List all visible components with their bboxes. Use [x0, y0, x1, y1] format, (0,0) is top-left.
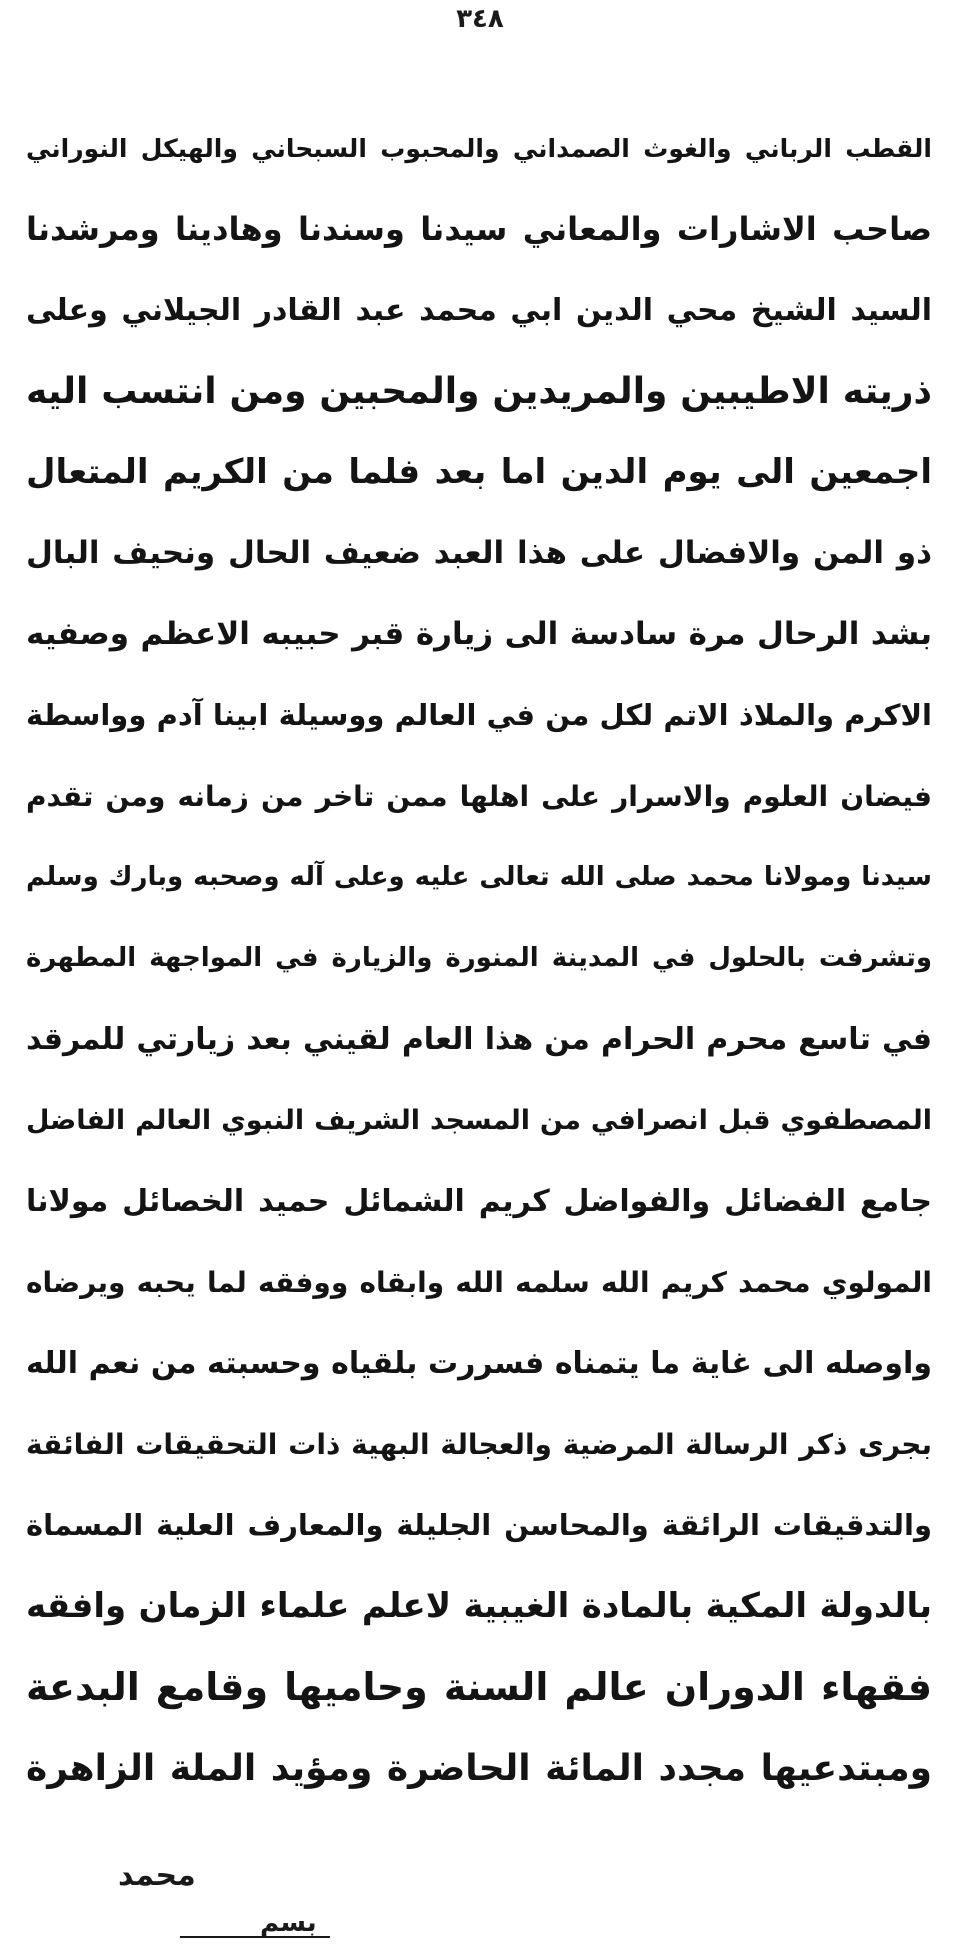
text-line: فيضان العلوم والاسرار على اهلها ممن تاخر من زمانه ومن تقدم	[26, 780, 932, 813]
text-line: الاكرم والملاذ الاتم لكل من في العالم ووسيلة ابينا آدم وواسطة	[26, 698, 932, 732]
text-line: فقهاء الدوران عالم السنة وحاميها وقامع البدعة	[26, 1665, 932, 1709]
text-line: المولوي محمد كريم الله سلمه الله وابقاه ووفقه لما يحبه ويرضاه	[26, 1266, 932, 1299]
text-line: السيد الشيخ محي الدين ابي محمد عبد القادر الجيلاني وعلى	[26, 293, 932, 328]
text-line: صاحب الاشارات والمعاني سيدنا وسندنا وهادينا ومرشدنا	[26, 210, 932, 248]
text-line: سيدنا ومولانا محمد صلى الله تعالى عليه وعلى آله وصحبه وبارك وسلم	[26, 862, 932, 892]
text-line: في تاسع محرم الحرام من هذا العام لقيني بعد زيارتي للمرقد	[26, 1022, 932, 1057]
text-line: والتدقيقات الرائقة والمحاسن الجليلة والمعارف العلية المسماة	[26, 1508, 932, 1542]
text-line: اجمعين الى يوم الدين اما بعد فلما من الكريم المتعال	[26, 452, 932, 492]
text-line: بشد الرحال مرة سادسة الى زيارة قبر حبيبه الاعظم وصفيه	[26, 616, 932, 652]
text-line: ذريته الاطيبين والمريدين والمحبين ومن انتسب اليه	[26, 371, 932, 412]
text-line: واوصله الى غاية ما يتمناه فسررت بلقياه وحسبته من نعم الله	[26, 1346, 932, 1381]
text-line: ومبتدعيها مجدد المائة الحاضرة ومؤيد الملة الزاهرة	[26, 1748, 932, 1789]
manuscript-body	[26, 108, 932, 1809]
text-line: بالدولة المكية بالمادة الغيبية لاعلم علماء الزمان وافقه	[26, 1586, 932, 1626]
text-line: المصطفوي قبل انصرافي من المسجد الشريف النبوي العالم الفاضل	[26, 1105, 932, 1136]
text-line: بجرى ذكر الرسالة المرضية والعجالة البهية ذات التحقيقات الفائقة	[26, 1428, 932, 1461]
bottom-mark-text: بسم	[260, 1908, 317, 1938]
text-line: ذو المن والافضال على هذا العبد ضعيف الحال ونحيف البال	[26, 535, 932, 571]
catchword: محمد	[118, 1858, 196, 1893]
page-number: ٣٤٨	[456, 4, 504, 34]
text-line: جامع الفضائل والفواضل كريم الشمائل حميد الخصائل مولانا	[26, 1184, 932, 1219]
text-line: القطب الرباني والغوث الصمداني والمحبوب السبحاني والهيكل النوراني	[26, 134, 932, 163]
text-line: وتشرفت بالحلول في المدينة المنورة والزيارة في المواجهة المطهرة	[26, 943, 932, 973]
bottom-rule-mark	[180, 1908, 330, 1942]
